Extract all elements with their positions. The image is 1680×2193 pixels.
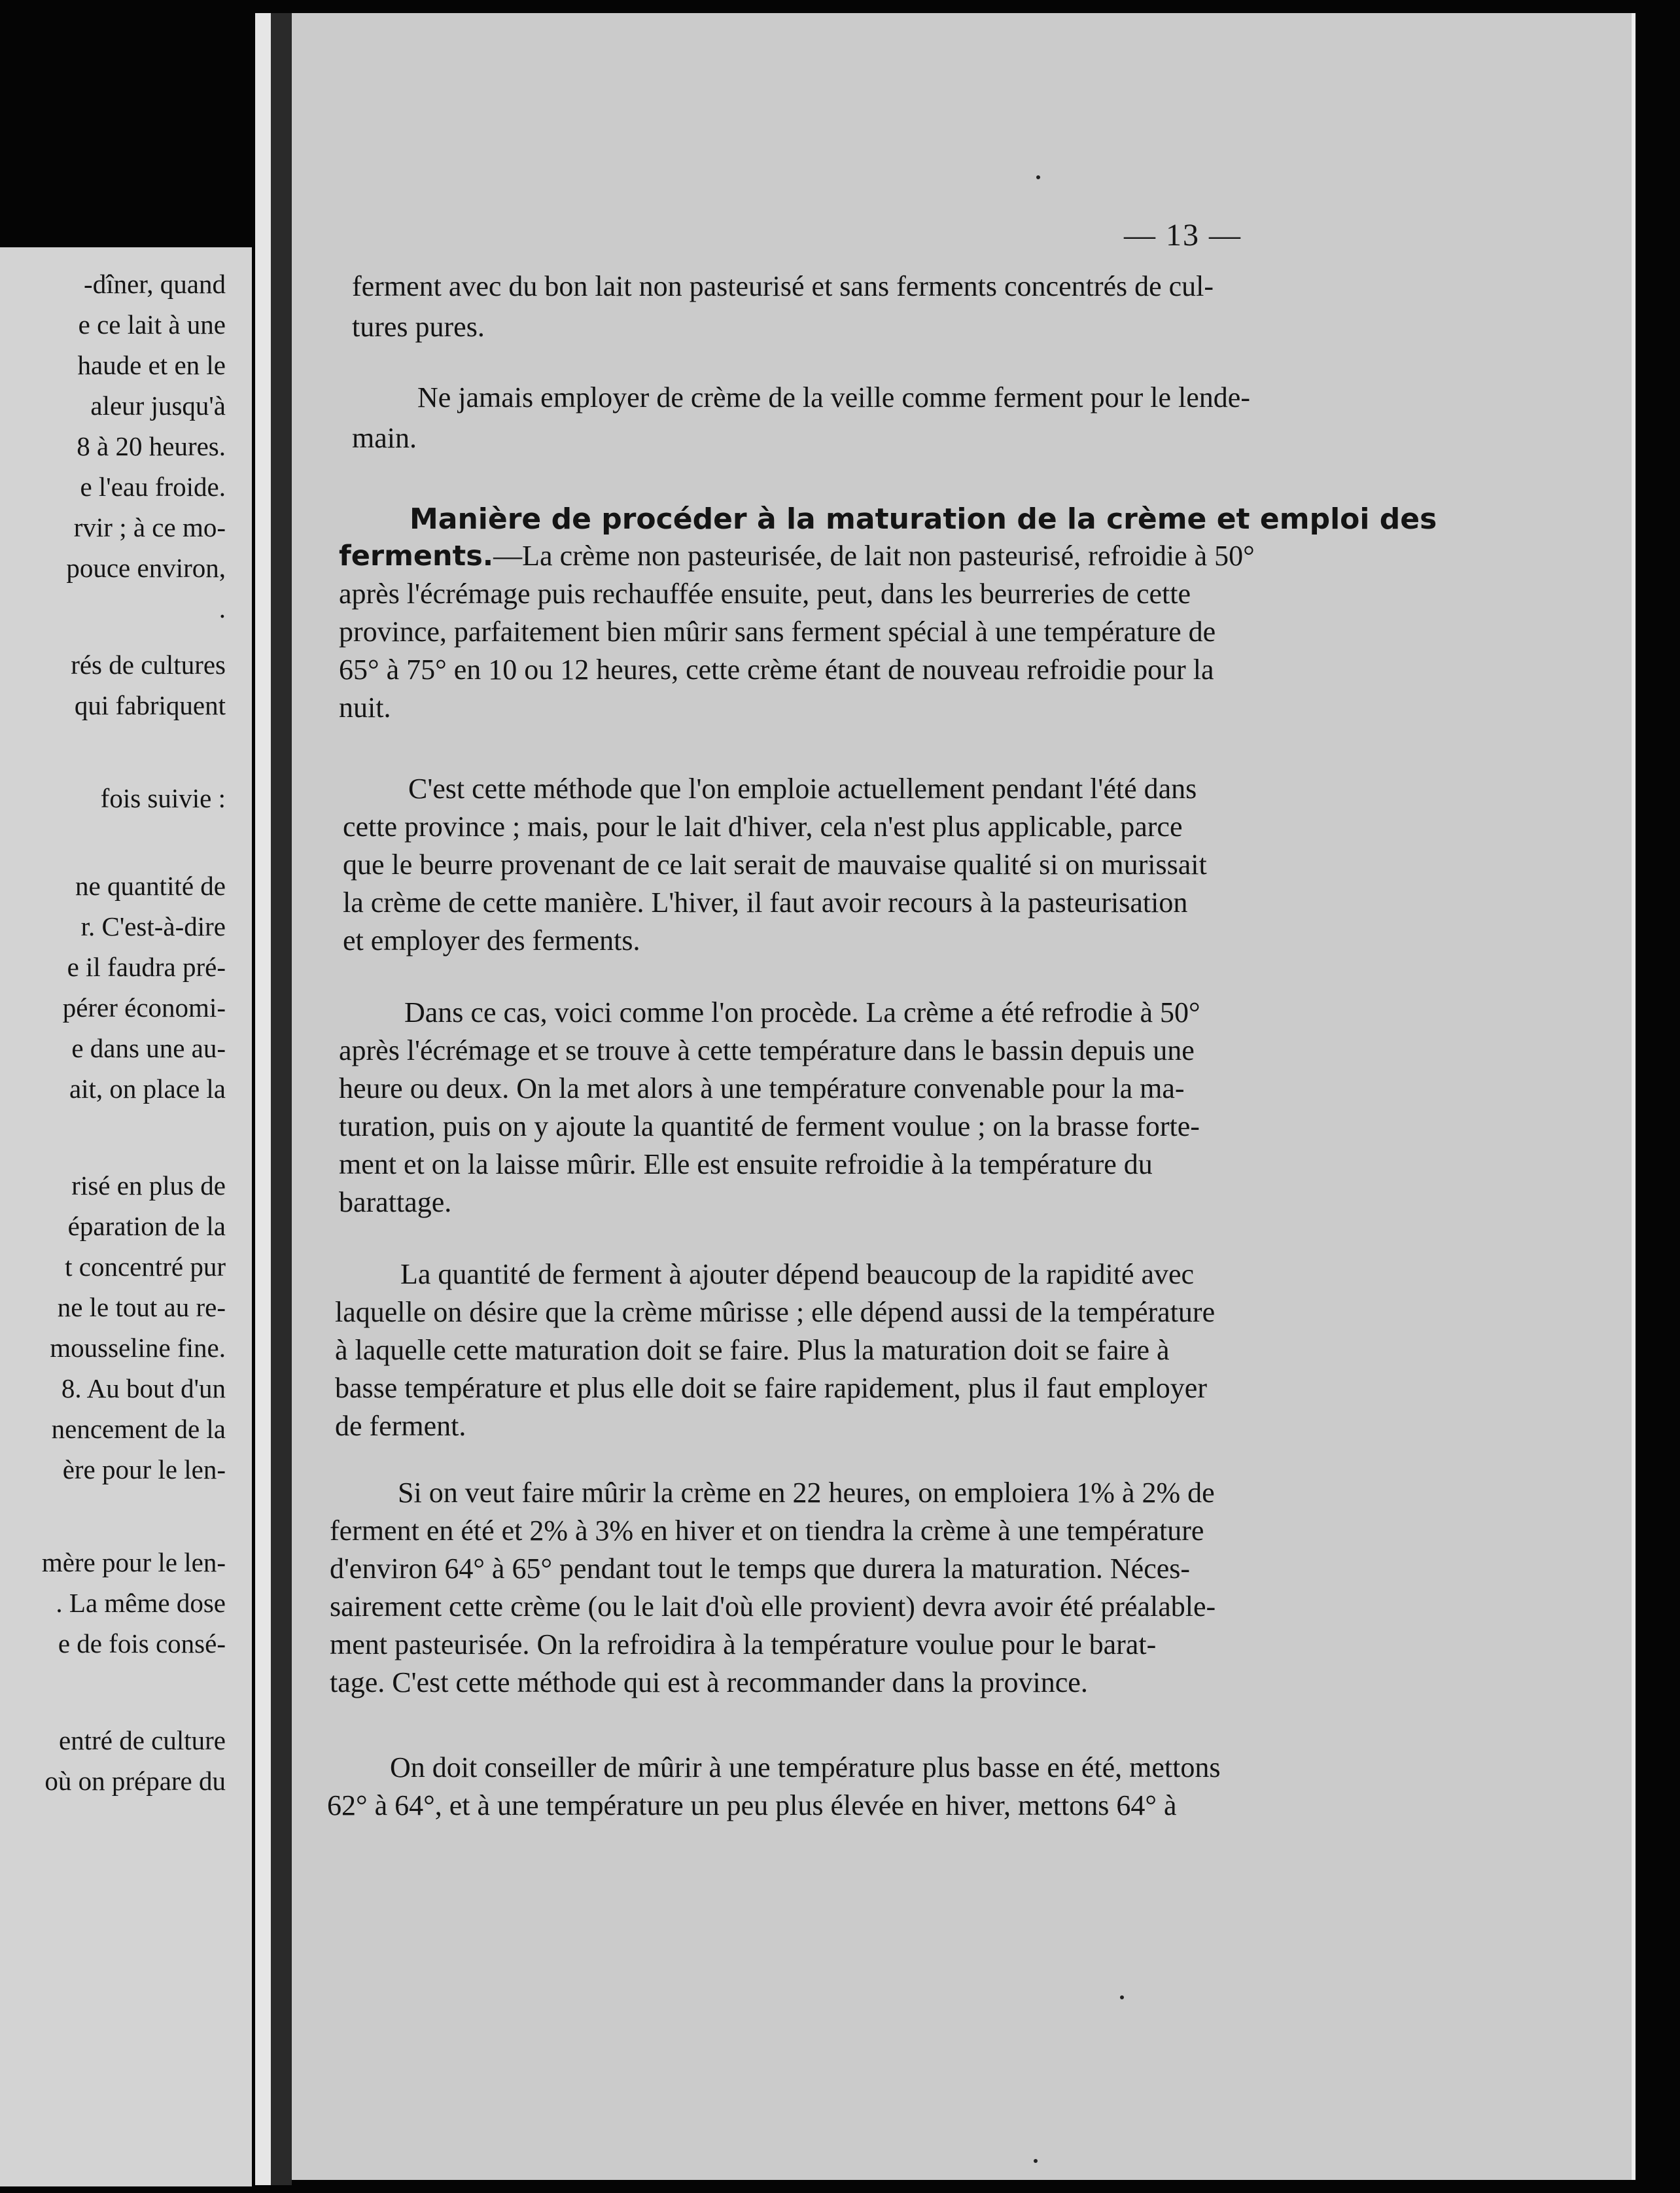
text-line: Si on veut faire mûrir la crème en 22 heures, on emploiera 1% à 2% de [398, 1477, 1215, 1509]
text-line: de ferment. [335, 1410, 466, 1442]
ink-speck [1036, 175, 1040, 179]
text-line: 62° à 64°, et à une température un peu plus élevée en hiver, mettons 64° à [327, 1789, 1177, 1821]
left-line: éparation de la [67, 1211, 226, 1241]
text-line: la crème de cette manière. L'hiver, il faut avoir recours à la pasteurisation [343, 886, 1188, 919]
text-line: La quantité de ferment à ajouter dépend beaucoup de la rapidité avec [400, 1258, 1195, 1290]
left-line: -dîner, quand [84, 269, 226, 299]
left-line: fois suivie : [100, 783, 226, 813]
left-line: pouce environ, [66, 553, 226, 583]
text-line: sairement cette crème (ou le lait d'où elle provient) devra avoir été préalable- [330, 1590, 1216, 1623]
text-line: C'est cette méthode que l'on emploie actuellement pendant l'été dans [408, 773, 1197, 805]
text-line: main. [352, 422, 417, 454]
left-line: 8. Au bout d'un [61, 1373, 226, 1403]
left-line: ne quantité de [75, 871, 226, 901]
left-page-fragment [0, 247, 252, 2186]
left-line: e il faudra pré- [67, 952, 226, 982]
text-line: que le beurre provenant de ce lait serait de mauvaise qualité si on murissait [343, 849, 1207, 881]
left-line: e dans une au- [71, 1033, 226, 1063]
left-line: . [219, 593, 226, 623]
text-line: heure ou deux. On la met alors à une température convenable pour la ma- [339, 1072, 1185, 1104]
right-page [292, 13, 1636, 2180]
text-line: ferment avec du bon lait non pasteurisé et sans ferments concentrés de cul- [352, 270, 1214, 302]
text-line: laquelle on désire que la crème mûrisse ; elle dépend aussi de la température [335, 1296, 1216, 1328]
text-line [339, 542, 1255, 570]
left-line: rés de cultures [71, 650, 226, 680]
text-line: barattage. [339, 1186, 452, 1218]
left-line: rvir ; à ce mo- [73, 512, 226, 542]
left-line: e l'eau froide. [80, 472, 226, 502]
section-heading-end: ferments. [339, 540, 494, 572]
left-line: pérer économi- [62, 992, 226, 1023]
left-line: aleur jusqu'à [90, 391, 226, 421]
left-line: mère pour le len- [41, 1547, 226, 1577]
text-line: nuit. [339, 692, 391, 724]
left-line: e ce lait à une [78, 309, 226, 340]
left-line: r. C'est-à-dire [80, 911, 226, 941]
text-line: ferment en été et 2% à 3% en hiver et on tiendra la crème à une température [330, 1515, 1204, 1547]
left-line: e de fois consé- [58, 1628, 226, 1658]
text-line: basse température et plus elle doit se faire rapidement, plus il faut employer [335, 1372, 1207, 1404]
text-line: à laquelle cette maturation doit se faire. Plus la maturation doit se faire à [335, 1334, 1170, 1366]
left-line: où on prépare du [44, 1766, 226, 1796]
text-line: après l'écrémage puis rechauffée ensuite, peut, dans les beurreries de cette [339, 578, 1191, 610]
section-heading: Manière de procéder à la maturation de la crème et emploi des [410, 502, 1437, 536]
text-line: cette province ; mais, pour le lait d'hiver, cela n'est plus applicable, parce [343, 811, 1183, 843]
text-line: turation, puis on y ajoute la quantité de ferment voulue ; on la brasse forte- [339, 1110, 1200, 1142]
text-line: tage. C'est cette méthode qui est à recommander dans la province. [330, 1666, 1088, 1698]
left-line: haude et en le [77, 350, 226, 380]
page-number: — 13 — [1124, 218, 1242, 253]
text-line: tures pures. [352, 311, 485, 343]
left-line: . La même dose [56, 1588, 226, 1618]
left-line: ère pour le len- [62, 1454, 226, 1484]
left-line: entré de culture [59, 1725, 226, 1755]
text-line: ment pasteurisée. On la refroidira à la température voulue pour le barat- [330, 1628, 1157, 1660]
binding-shadow [271, 13, 292, 2185]
ink-speck [1034, 2159, 1038, 2163]
left-line: qui fabriquent [74, 690, 226, 720]
text-line: d'environ 64° à 65° pendant tout le temps que durera la maturation. Néces- [330, 1553, 1191, 1585]
text-line: Dans ce cas, voici comme l'on procède. La crème a été refrodie à 50° [404, 996, 1200, 1028]
ink-speck [1120, 1995, 1124, 1999]
text-line: province, parfaitement bien mûrir sans ferment spécial à une température de [339, 616, 1216, 648]
binding-edge [255, 13, 271, 2185]
text-line: après l'écrémage et se trouve à cette température dans le bassin depuis une [339, 1034, 1195, 1066]
left-line: mousseline fine. [50, 1333, 226, 1363]
text-line: Ne jamais employer de crème de la veille comme ferment pour le lende- [417, 381, 1250, 413]
left-line: ait, on place la [69, 1074, 226, 1104]
left-line: risé en plus de [71, 1170, 226, 1201]
left-line: nencement de la [51, 1414, 226, 1444]
left-line: 8 à 20 heures. [77, 431, 226, 461]
left-line: t concentré pur [65, 1252, 226, 1282]
text-line: ment et on la laisse mûrir. Elle est ensuite refroidie à la température du [339, 1148, 1153, 1180]
text-line-continuation: —La crème non pasteurisée, de lait non pasteurisé, refroidie à 50° [493, 540, 1255, 572]
left-line: ne le tout au re- [57, 1292, 226, 1322]
text-line: 65° à 75° en 10 ou 12 heures, cette crème étant de nouveau refroidie pour la [339, 654, 1214, 686]
text-line: On doit conseiller de mûrir à une température plus basse en été, mettons [390, 1751, 1221, 1783]
text-line: et employer des ferments. [343, 924, 640, 956]
